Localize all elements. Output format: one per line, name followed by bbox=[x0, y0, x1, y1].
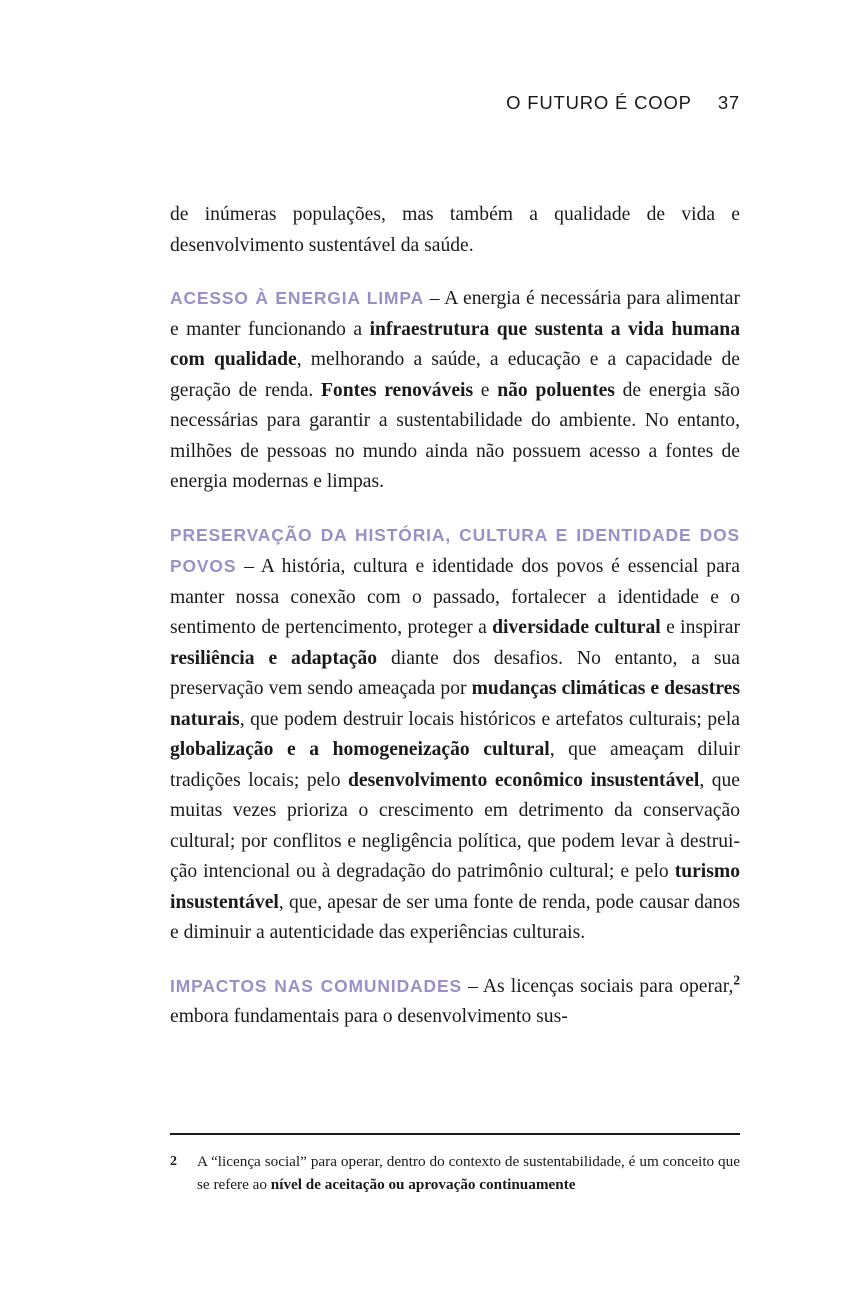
section-lead-label: IMPACTOS NAS COMUNIDADES bbox=[170, 975, 462, 996]
running-head bbox=[170, 92, 740, 114]
segment-text: diante dos desafios. No entanto, a sua preservação vem sendo ameaçada por bbox=[170, 647, 740, 699]
footnote bbox=[170, 1150, 740, 1196]
segment-text: , que muitas vezes prioriza o crescimento em detrimento da conservação cultural; por conflitos e negligência política, que podem levar à destruição intencional ou à degradação do patrimônio cultural; e pelo bbox=[170, 769, 740, 882]
segment-text: , que podem destruir locais históricos e artefatos culturais; pela bbox=[239, 708, 740, 730]
segment-text: embora fundamentais para o desenvolvimento sus- bbox=[170, 1006, 568, 1027]
paragraph-continued bbox=[170, 200, 740, 261]
segment-bold: turismo insustentável bbox=[170, 861, 740, 913]
segment-text: e bbox=[473, 379, 498, 401]
segment-bold: mudanças climáticas e desastres naturais bbox=[170, 678, 740, 730]
footnote-reference[interactable]: 2 bbox=[733, 971, 741, 987]
segment-bold: desenvolvimento econômico insustentável bbox=[348, 769, 700, 791]
footnote-text bbox=[197, 1150, 740, 1196]
footnote-marker: 2 bbox=[170, 1154, 177, 1169]
segment-bold: Fontes renováveis bbox=[320, 379, 474, 401]
segment-bold: infraestrutura que sustenta a vida humana com qualidade bbox=[170, 318, 741, 370]
section-lead-label: PRESERVAÇÃO DA HISTÓRIA, CULTURA E IDENTIDADE DOS POVOS bbox=[170, 524, 740, 576]
segment-text: – As licenças sociais para operar, bbox=[461, 975, 734, 997]
page-number: 37 bbox=[717, 92, 740, 113]
segment-text: de energia são necessárias para garantir a sustentabilidade do ambiente. No entanto, milhões de pessoas no mundo ainda não possuem acesso a fontes de energia modernas e limpas. bbox=[170, 379, 740, 492]
running-head-title: O FUTURO É COOP bbox=[506, 92, 692, 113]
paragraph-preservacao bbox=[170, 520, 740, 949]
segment-text: e inspirar bbox=[660, 617, 740, 638]
segment-bold: resiliência e adaptação bbox=[170, 647, 378, 669]
segment-text: – A história, cultura e identidade dos povos é essencial para manter nossa conexão com o passado, fortalecer a identidade e o sentimento de pertencimento, proteger a bbox=[170, 556, 740, 638]
segment-bold: não poluentes bbox=[497, 379, 615, 401]
section-lead-label: ACESSO À ENERGIA LIMPA bbox=[170, 288, 425, 308]
segment-text: , melhorando a saúde, a educação e a capacidade de geração de renda. bbox=[170, 349, 740, 401]
paragraph-energia-limpa bbox=[170, 283, 740, 498]
page-body bbox=[170, 200, 740, 1033]
footnote-divider bbox=[170, 1133, 740, 1135]
paragraph-impactos bbox=[170, 971, 740, 1033]
segment-bold: diversidade cultural bbox=[492, 617, 661, 638]
segment-text: , que ameaçam diluir tradições locais; pelo bbox=[170, 739, 740, 791]
segment-text: , que, apesar de ser uma fonte de renda, pode causar danos e diminuir a autenticidade das experiências culturais. bbox=[170, 891, 740, 943]
segment-text: – A energia é necessária para alimentar e manter funcionando a bbox=[170, 288, 740, 340]
segment-text: A “licença social” para operar, dentro do contexto de sustentabilidade, é um conceito que se refere ao bbox=[197, 1153, 740, 1193]
segment-bold: nível de aceitação ou aprovação continuamente bbox=[270, 1176, 576, 1193]
paragraph-text: de inúmeras populações, mas também a qualidade de vida e desenvolvimento sustentável da saúde. bbox=[170, 204, 740, 256]
segment-bold: globalização e a homogeneização cultural bbox=[170, 739, 550, 760]
